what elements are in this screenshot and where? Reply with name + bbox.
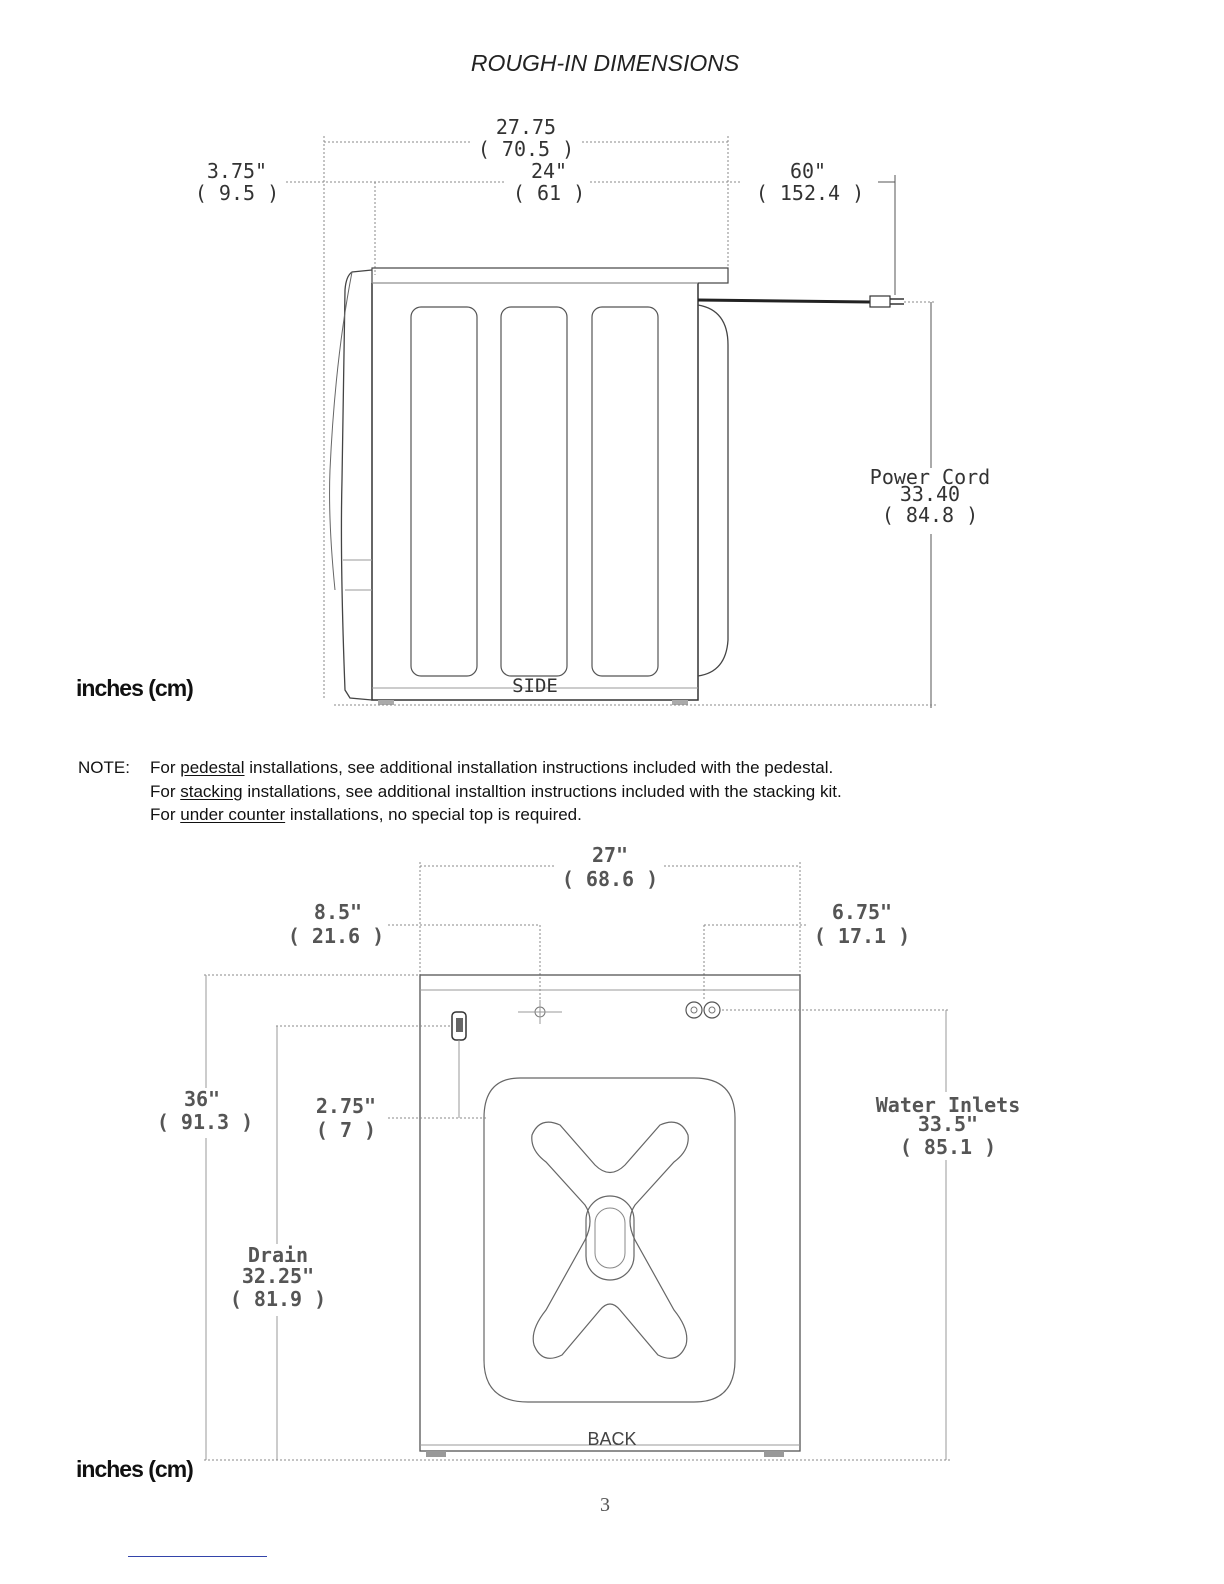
- water-inlets-in: 33.5": [917, 1112, 979, 1136]
- side-view-diagram: [195, 115, 990, 708]
- installation-note: [78, 756, 842, 827]
- inlet-offset-in: 6.75": [831, 900, 893, 924]
- cord-length-cm: ( 152.4 ): [755, 181, 865, 205]
- height-cm: ( 91.3 ): [156, 1110, 254, 1134]
- depth-total-cm: ( 70.5 ): [477, 137, 575, 161]
- drain-height-cm: ( 81.9 ): [229, 1287, 327, 1311]
- power-cord-in: 33.40: [899, 482, 961, 506]
- drain-spacing-in: 2.75": [315, 1094, 377, 1118]
- width-in: 27": [591, 843, 629, 867]
- power-cord-cm: ( 84.8 ): [881, 503, 979, 527]
- height-in: 36": [183, 1087, 221, 1111]
- width-cm: ( 68.6 ): [561, 867, 659, 891]
- drain-height-in: 32.25": [241, 1264, 315, 1288]
- note-keyword-pedestal: pedestal: [180, 758, 245, 777]
- door-depth-in: 3.75": [206, 159, 268, 183]
- inlet-offset-cm: ( 17.1 ): [813, 924, 911, 948]
- note-prefix: NOTE:: [78, 758, 130, 777]
- drain-offset-in: 8.5": [313, 900, 363, 924]
- units-label-top: inches (cm): [76, 675, 193, 701]
- side-view-label: SIDE: [512, 675, 558, 697]
- water-inlets-label: Water Inlets: [875, 1093, 1021, 1117]
- units-label-bottom: inches (cm): [76, 1456, 193, 1482]
- drain-offset-cm: ( 21.6 ): [287, 924, 385, 948]
- note-keyword-stacking: stacking: [180, 781, 243, 801]
- drain-label: Drain: [247, 1243, 309, 1267]
- page-title: ROUGH-IN DIMENSIONS: [470, 50, 740, 76]
- cabinet-depth-in: 24": [530, 159, 568, 183]
- note-line-under-counter: For under counter installations, no special top is required.: [150, 805, 582, 824]
- cord-length-in: 60": [789, 159, 827, 183]
- note-line-pedestal: NOTE: For pedestal installations, see additional installation instructions included with the pedestal.: [78, 756, 842, 780]
- water-inlets-cm: ( 85.1 ): [899, 1135, 997, 1159]
- footer-rule: [128, 1556, 267, 1557]
- depth-total-in: 27.75: [495, 115, 557, 139]
- cabinet-depth-cm: ( 61 ): [512, 181, 586, 205]
- note-keyword-under-counter: under counter: [180, 805, 286, 824]
- power-cord-label: Power Cord: [869, 465, 991, 489]
- note-line-stacking: For stacking installations, see additional installtion instructions included with the stacking kit.: [150, 781, 842, 801]
- door-depth-cm: ( 9.5 ): [194, 181, 280, 205]
- page-number: 3: [600, 1494, 610, 1516]
- back-view-label: BACK: [587, 1429, 637, 1449]
- back-view-diagram: [157, 843, 1020, 1460]
- drain-spacing-cm: ( 7 ): [315, 1118, 377, 1142]
